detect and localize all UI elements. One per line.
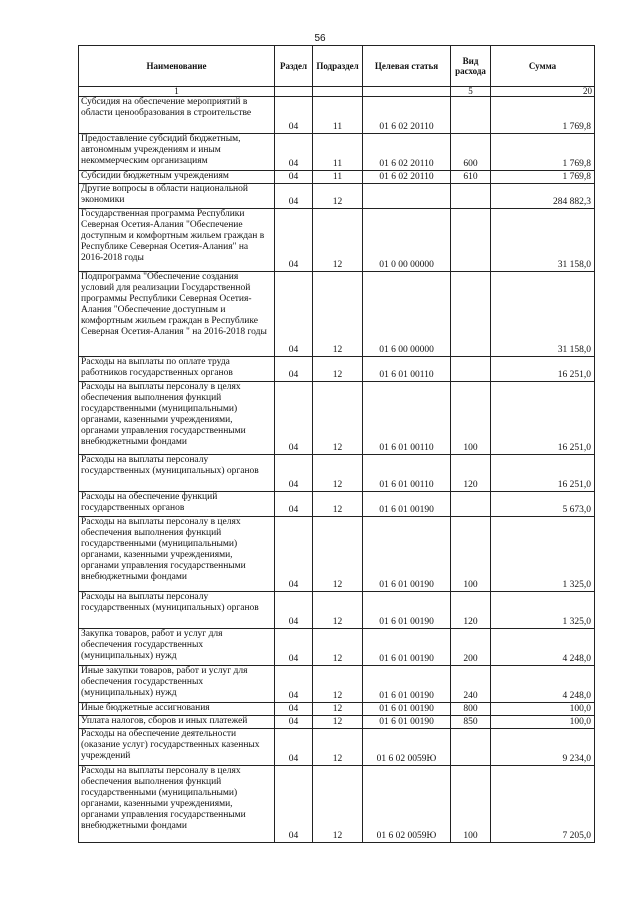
cell-name: Расходы на обеспечение функций государственных органов bbox=[79, 492, 275, 517]
cell-podrazdel: 12 bbox=[313, 382, 363, 455]
colnum-1: 1 bbox=[79, 87, 275, 97]
header-vid: Вид расхода bbox=[451, 46, 491, 87]
cell-podrazdel: 11 bbox=[313, 97, 363, 134]
colnum-3 bbox=[313, 87, 363, 97]
cell-podrazdel: 12 bbox=[313, 766, 363, 843]
cell-summa: 16 251,0 bbox=[491, 382, 595, 455]
cell-razdel: 04 bbox=[275, 703, 313, 716]
header-summa: Сумма bbox=[491, 46, 595, 87]
cell-vid: 200 bbox=[451, 629, 491, 666]
cell-vid bbox=[451, 357, 491, 382]
cell-summa: 100,0 bbox=[491, 703, 595, 716]
cell-podrazdel: 12 bbox=[313, 729, 363, 766]
cell-name: Расходы на выплаты персоналу в целях обеспечения выполнения функций государственными (муниципальными) органами, казенными учреждениями, органами управления государственными внебюджетными фондами bbox=[79, 382, 275, 455]
cell-vid: 610 bbox=[451, 171, 491, 184]
cell-podrazdel: 11 bbox=[313, 134, 363, 171]
cell-razdel: 04 bbox=[275, 134, 313, 171]
table-row bbox=[79, 455, 595, 492]
column-number-row bbox=[79, 87, 595, 97]
cell-summa: 16 251,0 bbox=[491, 357, 595, 382]
colnum-2 bbox=[275, 87, 313, 97]
cell-summa: 7 205,0 bbox=[491, 766, 595, 843]
cell-vid: 100 bbox=[451, 382, 491, 455]
cell-podrazdel: 12 bbox=[313, 455, 363, 492]
cell-razdel: 04 bbox=[275, 492, 313, 517]
cell-podrazdel: 12 bbox=[313, 357, 363, 382]
cell-podrazdel: 12 bbox=[313, 517, 363, 592]
cell-summa: 1 769,8 bbox=[491, 97, 595, 134]
cell-statya: 01 6 01 00190 bbox=[363, 592, 451, 629]
cell-podrazdel: 12 bbox=[313, 272, 363, 357]
cell-statya: 01 0 00 00000 bbox=[363, 209, 451, 272]
cell-statya: 01 6 02 20110 bbox=[363, 171, 451, 184]
table-row bbox=[79, 592, 595, 629]
cell-razdel: 04 bbox=[275, 272, 313, 357]
cell-vid: 120 bbox=[451, 455, 491, 492]
cell-statya: 01 6 02 0059Ю bbox=[363, 729, 451, 766]
cell-summa: 9 234,0 bbox=[491, 729, 595, 766]
cell-razdel: 04 bbox=[275, 729, 313, 766]
cell-name: Другие вопросы в области национальной экономики bbox=[79, 184, 275, 209]
table-row bbox=[79, 703, 595, 716]
cell-statya: 01 6 01 00190 bbox=[363, 703, 451, 716]
cell-name: Предоставление субсидий бюджетным, автономным учреждениям и иным некоммерческим организациям bbox=[79, 134, 275, 171]
table-row bbox=[79, 629, 595, 666]
header-name: Наименование bbox=[79, 46, 275, 87]
cell-name: Расходы на выплаты персоналу в целях обеспечения выполнения функций государственными (муниципальными) органами, казенными учреждениями, органами управления государственными внебюджетными фондами bbox=[79, 766, 275, 843]
colnum-4 bbox=[363, 87, 451, 97]
cell-summa: 31 158,0 bbox=[491, 272, 595, 357]
header-razdel: Раздел bbox=[275, 46, 313, 87]
cell-statya: 01 6 02 20110 bbox=[363, 134, 451, 171]
cell-vid: 120 bbox=[451, 592, 491, 629]
table-row bbox=[79, 382, 595, 455]
cell-name: Расходы на выплаты персоналу государственных (муниципальных) органов bbox=[79, 592, 275, 629]
cell-podrazdel: 12 bbox=[313, 184, 363, 209]
cell-statya: 01 6 02 20110 bbox=[363, 97, 451, 134]
cell-razdel: 04 bbox=[275, 357, 313, 382]
cell-statya: 01 6 01 00110 bbox=[363, 382, 451, 455]
cell-summa: 1 325,0 bbox=[491, 592, 595, 629]
cell-name: Субсидии бюджетным учреждениям bbox=[79, 171, 275, 184]
table-row bbox=[79, 134, 595, 171]
cell-summa: 100,0 bbox=[491, 716, 595, 729]
table-row bbox=[79, 492, 595, 517]
cell-razdel: 04 bbox=[275, 184, 313, 209]
cell-razdel: 04 bbox=[275, 209, 313, 272]
cell-razdel: 04 bbox=[275, 629, 313, 666]
cell-razdel: 04 bbox=[275, 766, 313, 843]
table-row bbox=[79, 716, 595, 729]
cell-summa: 284 882,3 bbox=[491, 184, 595, 209]
cell-razdel: 04 bbox=[275, 517, 313, 592]
cell-vid bbox=[451, 492, 491, 517]
header-podrazdel: Подраздел bbox=[313, 46, 363, 87]
table-row bbox=[79, 729, 595, 766]
cell-razdel: 04 bbox=[275, 97, 313, 134]
cell-summa: 31 158,0 bbox=[491, 209, 595, 272]
cell-podrazdel: 12 bbox=[313, 716, 363, 729]
cell-name: Иные закупки товаров, работ и услуг для обеспечения государственных (муниципальных) нужд bbox=[79, 666, 275, 703]
cell-razdel: 04 bbox=[275, 382, 313, 455]
cell-vid: 600 bbox=[451, 134, 491, 171]
cell-razdel: 04 bbox=[275, 171, 313, 184]
cell-statya: 01 6 01 00190 bbox=[363, 629, 451, 666]
cell-razdel: 04 bbox=[275, 592, 313, 629]
cell-name: Расходы на обеспечение деятельности (оказание услуг) государственных казенных учреждений bbox=[79, 729, 275, 766]
cell-vid bbox=[451, 184, 491, 209]
cell-podrazdel: 12 bbox=[313, 209, 363, 272]
header-row bbox=[79, 46, 595, 87]
cell-podrazdel: 11 bbox=[313, 171, 363, 184]
cell-vid: 850 bbox=[451, 716, 491, 729]
cell-vid: 100 bbox=[451, 517, 491, 592]
cell-podrazdel: 12 bbox=[313, 629, 363, 666]
table-row bbox=[79, 184, 595, 209]
table-row bbox=[79, 272, 595, 357]
table-row bbox=[79, 666, 595, 703]
colnum-6: 20 bbox=[491, 87, 595, 97]
cell-name: Подпрограмма "Обеспечение создания условий для реализации Государственной программы Республики Северная Осетия-Алания "Обеспечение доступным и комфортным жильем граждан в Республике Северная Осетия-Алания " на 2016-2018 годы bbox=[79, 272, 275, 357]
cell-vid: 240 bbox=[451, 666, 491, 703]
cell-razdel: 04 bbox=[275, 716, 313, 729]
table-row bbox=[79, 517, 595, 592]
table-row bbox=[79, 171, 595, 184]
table-row bbox=[79, 766, 595, 843]
budget-table bbox=[78, 45, 595, 843]
table-row bbox=[79, 357, 595, 382]
cell-summa: 16 251,0 bbox=[491, 455, 595, 492]
cell-statya bbox=[363, 184, 451, 209]
colnum-5: 5 bbox=[451, 87, 491, 97]
cell-name: Субсидия на обеспечение мероприятий в области ценообразования в строительстве bbox=[79, 97, 275, 134]
cell-statya: 01 6 01 00190 bbox=[363, 492, 451, 517]
cell-razdel: 04 bbox=[275, 666, 313, 703]
cell-statya: 01 6 01 00190 bbox=[363, 666, 451, 703]
page-number: 56 bbox=[314, 33, 326, 44]
cell-statya: 01 6 01 00110 bbox=[363, 455, 451, 492]
cell-statya: 01 6 01 00190 bbox=[363, 517, 451, 592]
cell-name: Государственная программа Республики Северная Осетия-Алания "Обеспечение доступным и комфортным жильем граждан в Республике Северная Осетия-Алания" на 2016-2018 годы bbox=[79, 209, 275, 272]
cell-statya: 01 6 02 0059Ю bbox=[363, 766, 451, 843]
cell-vid bbox=[451, 272, 491, 357]
cell-summa: 1 769,8 bbox=[491, 171, 595, 184]
cell-vid: 100 bbox=[451, 766, 491, 843]
cell-vid bbox=[451, 729, 491, 766]
cell-summa: 1 769,8 bbox=[491, 134, 595, 171]
cell-podrazdel: 12 bbox=[313, 592, 363, 629]
cell-statya: 01 6 01 00190 bbox=[363, 716, 451, 729]
cell-summa: 4 248,0 bbox=[491, 666, 595, 703]
cell-summa: 1 325,0 bbox=[491, 517, 595, 592]
cell-name: Расходы на выплаты персоналу в целях обеспечения выполнения функций государственными (муниципальными) органами, казенными учреждениями, органами управления государственными внебюджетными фондами bbox=[79, 517, 275, 592]
cell-vid bbox=[451, 97, 491, 134]
cell-razdel: 04 bbox=[275, 455, 313, 492]
cell-summa: 4 248,0 bbox=[491, 629, 595, 666]
cell-statya: 01 6 00 00000 bbox=[363, 272, 451, 357]
table-row bbox=[79, 97, 595, 134]
cell-name: Уплата налогов, сборов и иных платежей bbox=[79, 716, 275, 729]
table-row bbox=[79, 209, 595, 272]
cell-name: Расходы на выплаты по оплате труда работников государственных органов bbox=[79, 357, 275, 382]
cell-summa: 5 673,0 bbox=[491, 492, 595, 517]
cell-name: Расходы на выплаты персоналу государственных (муниципальных) органов bbox=[79, 455, 275, 492]
cell-podrazdel: 12 bbox=[313, 492, 363, 517]
cell-podrazdel: 12 bbox=[313, 666, 363, 703]
cell-vid bbox=[451, 209, 491, 272]
cell-statya: 01 6 01 00110 bbox=[363, 357, 451, 382]
cell-podrazdel: 12 bbox=[313, 703, 363, 716]
cell-vid: 800 bbox=[451, 703, 491, 716]
cell-name: Иные бюджетные ассигнования bbox=[79, 703, 275, 716]
cell-name: Закупка товаров, работ и услуг для обеспечения государственных (муниципальных) нужд bbox=[79, 629, 275, 666]
header-statya: Целевая статья bbox=[363, 46, 451, 87]
